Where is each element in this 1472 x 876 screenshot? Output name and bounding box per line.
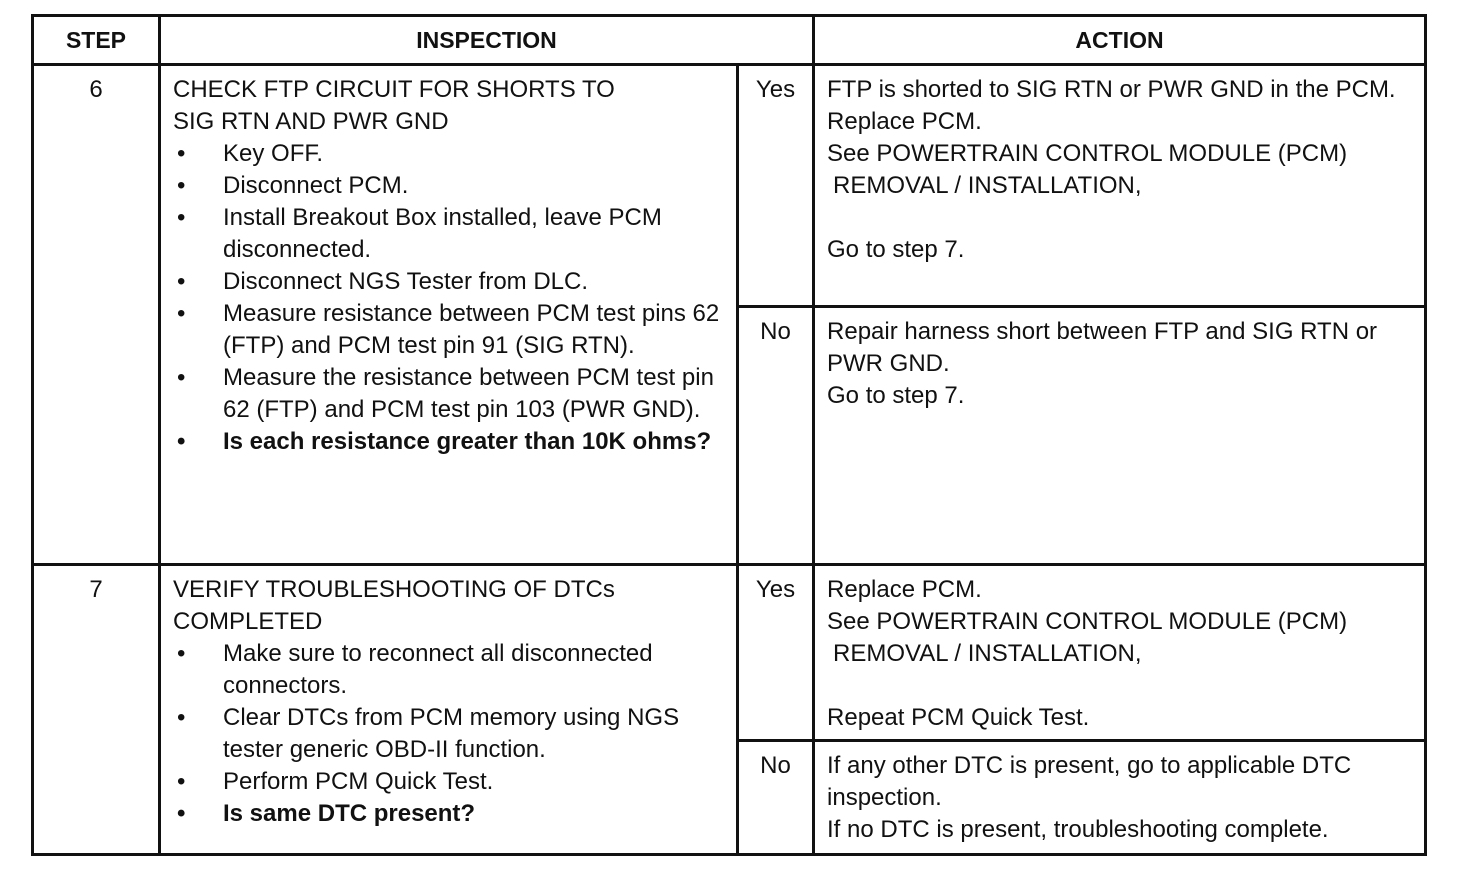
inspection-step: • Install Breakout Box installed, leave PCM disconnected. <box>173 202 726 266</box>
action-no-cell <box>814 741 1426 855</box>
inspection-cell <box>160 565 738 855</box>
inspection-step: • Clear DTCs from PCM memory using NGS tester generic OBD-II function. <box>173 702 726 766</box>
inspection-step: • Make sure to reconnect all disconnected connectors. <box>173 638 726 702</box>
troubleshooting-table <box>31 14 1427 856</box>
inspection-cell <box>160 65 738 565</box>
inspection-step: • Key OFF. <box>173 138 726 170</box>
header-row <box>33 16 1426 65</box>
action-no-cell <box>814 307 1426 565</box>
action-line: REMOVAL / INSTALLATION, <box>833 172 1142 199</box>
answer-no: No <box>738 741 814 855</box>
action-line: Replace PCM. <box>827 108 982 135</box>
answer-no: No <box>738 307 814 565</box>
inspection-question: • Is each resistance greater than 10K ohms? <box>173 426 726 458</box>
action-line: Repeat PCM Quick Test. <box>827 704 1090 731</box>
inspection-title-line: CHECK FTP CIRCUIT FOR SHORTS TO <box>173 76 615 103</box>
answer-yes: Yes <box>738 65 814 307</box>
header-step: STEP <box>33 16 160 65</box>
header-inspection: INSPECTION <box>160 16 814 65</box>
inspection-steps-list <box>173 138 726 458</box>
inspection-step: • Disconnect NGS Tester from DLC. <box>173 266 726 298</box>
action-line: If no DTC is present, troubleshooting complete. <box>827 816 1329 843</box>
action-line: FTP is shorted to SIG RTN or PWR GND in the PCM. <box>827 76 1396 103</box>
inspection-title-line: VERIFY TROUBLESHOOTING OF DTCs <box>173 576 615 603</box>
action-line: Go to step 7. <box>827 382 965 409</box>
action-yes-cell <box>814 565 1426 741</box>
action-line: Repair harness short between FTP and SIG RTN or PWR GND. <box>827 318 1378 377</box>
troubleshooting-sheet <box>31 14 1424 856</box>
inspection-step: • Measure resistance between PCM test pins 62 (FTP) and PCM test pin 91 (SIG RTN). <box>173 298 726 362</box>
action-line: If any other DTC is present, go to applicable DTC inspection. <box>827 752 1352 811</box>
inspection-step: • Measure the resistance between PCM test pin 62 (FTP) and PCM test pin 103 (PWR GND). <box>173 362 726 426</box>
inspection-step: • Disconnect PCM. <box>173 170 726 202</box>
action-line: Replace PCM. <box>827 576 982 603</box>
step-7-yes-row <box>33 565 1426 741</box>
inspection-title-line: COMPLETED <box>173 608 323 635</box>
action-line: Go to step 7. <box>827 236 965 263</box>
spacer <box>827 202 1416 234</box>
inspection-step: • Perform PCM Quick Test. <box>173 766 726 798</box>
inspection-title-line: SIG RTN AND PWR GND <box>173 108 449 135</box>
header-action: ACTION <box>814 16 1426 65</box>
step-number: 7 <box>33 565 160 855</box>
action-line: See POWERTRAIN CONTROL MODULE (PCM) <box>827 608 1348 635</box>
action-yes-cell <box>814 65 1426 307</box>
answer-yes: Yes <box>738 565 814 741</box>
step-6-yes-row <box>33 65 1426 307</box>
inspection-steps-list <box>173 638 726 830</box>
inspection-question: • Is same DTC present? <box>173 798 726 830</box>
action-line: REMOVAL / INSTALLATION, <box>833 640 1142 667</box>
action-line: See POWERTRAIN CONTROL MODULE (PCM) <box>827 140 1348 167</box>
step-number: 6 <box>33 65 160 565</box>
spacer <box>827 670 1416 702</box>
